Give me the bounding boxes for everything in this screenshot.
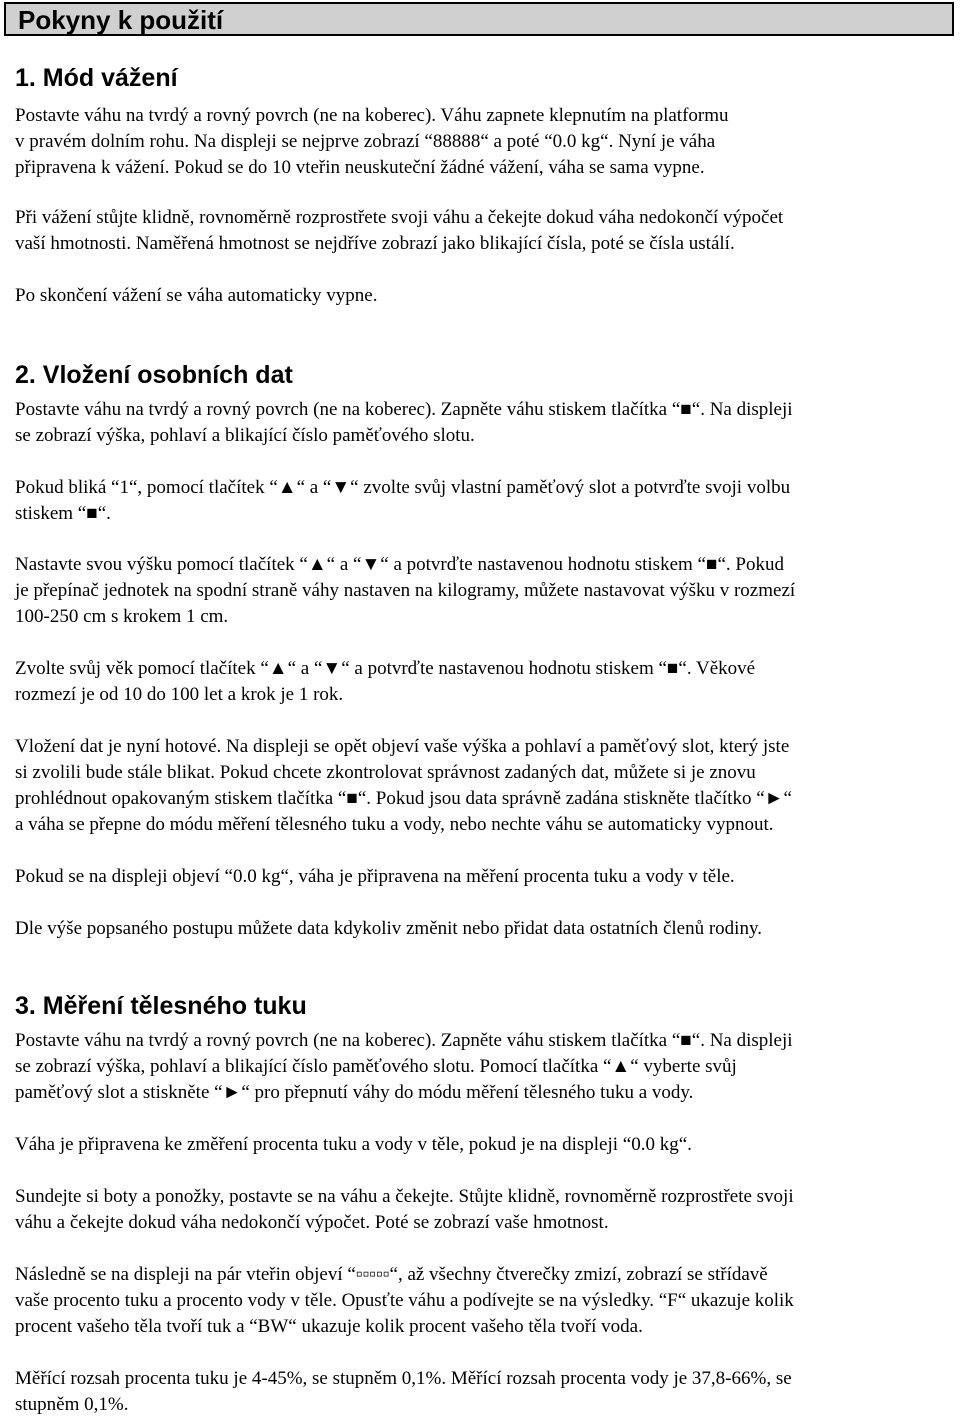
text-line: Při vážení stůjte klidně, rovnoměrně rozprostřete svoji váhu a čekejte dokud váha nedokončí výpočet [15,207,784,228]
section-3-paragraph-5 [15,1366,950,1418]
section-1-paragraph-2 [15,205,950,257]
text-line: a váha se přepne do módu měření tělesného tuku a vody, nebo nechte váhu se automaticky vypnout. [15,814,774,835]
section-2-paragraph-3 [15,552,950,630]
text-line: Postavte váhu na tvrdý a rovný povrch (ne na koberec). Váhu zapnete klepnutím na platformu [15,105,729,126]
text-line: paměťový slot a stiskněte “►“ pro přepnutí váhy do módu měření tělesného tuku a vody. [15,1082,694,1103]
section-3-paragraph-1 [15,1028,950,1106]
section-1-paragraph-3 [15,283,950,309]
text-line: Sundejte si boty a ponožky, postavte se na váhu a čekejte. Stůjte klidně, rovnoměrně rozprostřete svoji [15,1186,794,1207]
text-line: procent vašeho těla tvoří tuk a “BW“ ukazuje kolik procent vašeho těla tvoří voda. [15,1316,643,1337]
text-line: Vložení dat je nyní hotové. Na displeji se opět objeví vaše výška a pohlaví a paměťový slot, který jste [15,736,790,757]
text-line: Zvolte svůj věk pomocí tlačítek “▲“ a “▼“ a potvrďte nastavenou hodnotu stiskem “■“. Věkové [15,658,756,679]
section-2-paragraph-2 [15,475,950,527]
text-line: rozmezí je od 10 do 100 let a krok je 1 rok. [15,684,344,705]
text-line: si zvolili bude stále blikat. Pokud chcete zkontrolovat správnost zadaných dat, můžete si je znovu [15,762,756,783]
section-2-paragraph-7 [15,916,950,942]
text-line: Měřící rozsah procenta tuku je 4-45%, se stupněm 0,1%. Měřící rozsah procenta vody je 37,8-66%, se [15,1368,792,1389]
text-line: v pravém dolním rohu. Na displeji se nejprve zobrazí “88888“ a poté “0.0 kg“. Nyní je váha [15,131,716,152]
section-1-heading: 1. Mód vážení [15,64,178,92]
text-line: váhu a čekejte dokud váha nedokončí výpočet. Poté se zobrazí vaše hmotnost. [15,1212,609,1233]
section-3-paragraph-4 [15,1262,950,1340]
text-line: Po skončení vážení se váha automaticky vypne. [15,285,378,306]
text-line: Dle výše popsaného postupu můžete data kdykoliv změnit nebo přidat data ostatních členů rodiny. [15,918,762,939]
section-3-heading: 3. Měření tělesného tuku [15,992,307,1020]
section-2-paragraph-5 [15,734,950,838]
text-line: se zobrazí výška, pohlaví a blikající číslo paměťového slotu. [15,425,475,446]
section-3-paragraph-3 [15,1184,950,1236]
section-2-paragraph-1 [15,397,950,449]
section-2-paragraph-4 [15,656,950,708]
text-line: prohlédnout opakovaným stiskem tlačítka “■“. Pokud jsou data správně zadána stiskněte tlačítko “►“ [15,788,792,809]
text-line: vaší hmotnosti. Naměřená hmotnost se nejdříve zobrazí jako blikající čísla, poté se čísla ustálí. [15,233,735,254]
section-3-paragraph-2 [15,1132,950,1158]
text-line: Pokud se na displeji objeví “0.0 kg“, váha je připravena na měření procenta tuku a vody v těle. [15,866,735,887]
text-line: stupněm 0,1%. [15,1394,129,1415]
text-line: stiskem “■“. [15,503,111,524]
text-line: je přepínač jednotek na spodní straně váhy nastaven na kilogramy, můžete nastavovat výšku v rozmezí [15,580,796,601]
section-2-paragraph-6 [15,864,950,890]
text-line: se zobrazí výška, pohlaví a blikající číslo paměťového slotu. Pomocí tlačítka “▲“ vyberte svůj [15,1056,737,1077]
text-line: Nastavte svou výšku pomocí tlačítek “▲“ a “▼“ a potvrďte nastavenou hodnotu stiskem “■“. Pokud [15,554,784,575]
text-line: Postavte váhu na tvrdý a rovný povrch (ne na koberec). Zapněte váhu stiskem tlačítka “■“. Na displeji [15,1030,793,1051]
page-title: Pokyny k použití [18,5,224,35]
title-bar [4,2,954,36]
text-line: Váha je připravena ke změření procenta tuku a vody v těle, pokud je na displeji “0.0 kg“. [15,1134,692,1155]
text-line: Pokud bliká “1“, pomocí tlačítek “▲“ a “▼“ zvolte svůj vlastní paměťový slot a potvrďte svoji volbu [15,477,791,498]
section-1-paragraph-1 [15,103,950,181]
text-line: připravena k vážení. Pokud se do 10 vteřin neuskuteční žádné vážení, váha se sama vypne. [15,157,705,178]
text-line: 100-250 cm s krokem 1 cm. [15,606,229,627]
text-line: Postavte váhu na tvrdý a rovný povrch (ne na koberec). Zapněte váhu stiskem tlačítka “■“. Na displeji [15,399,793,420]
section-2-heading: 2. Vložení osobních dat [15,361,293,389]
text-line: vaše procento tuku a procento vody v těle. Opusťte váhu a podívejte se na výsledky. “F“ ukazuje kolik [15,1290,794,1311]
text-line: Následně se na displeji na pár vteřin objeví “▫▫▫▫▫“, až všechny čtverečky zmizí, zobrazí se střídavě [15,1264,768,1285]
